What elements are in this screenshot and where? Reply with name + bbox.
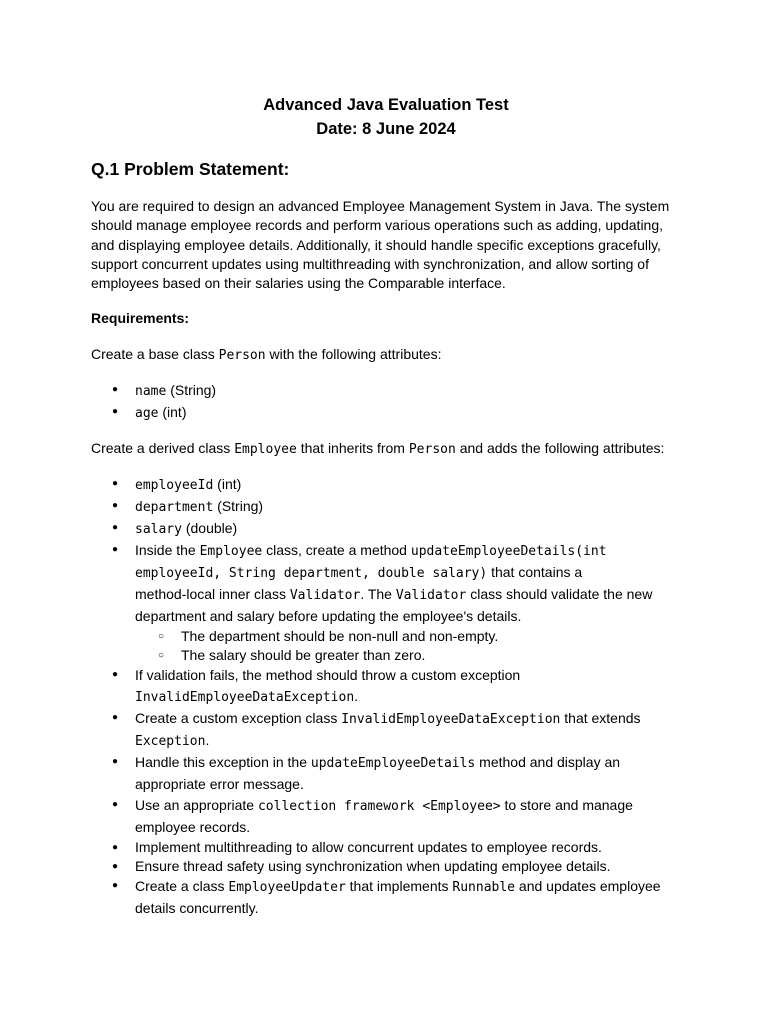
line: ● If validation fails, the method should throw a custom exception xyxy=(135,667,521,684)
text-run: . The xyxy=(360,586,396,603)
list-item-custom-exception xyxy=(91,708,681,752)
text-run: class, create a method xyxy=(262,542,411,559)
code-run: Exception xyxy=(135,734,206,750)
text-run: . xyxy=(354,688,359,705)
attribute-type: (int) xyxy=(158,404,187,421)
text-run: with the following attributes: xyxy=(265,345,442,362)
text-run: and adds the following attributes: xyxy=(455,440,665,457)
text-run: method and display an xyxy=(475,754,621,771)
attribute-name: salary xyxy=(135,522,182,538)
code-run: Validator xyxy=(289,588,361,604)
line xyxy=(135,540,681,562)
line xyxy=(135,795,681,817)
line xyxy=(135,708,681,730)
text-run: Create a derived class xyxy=(91,440,235,457)
text-run: Handle this exception in the xyxy=(135,754,311,771)
text-run: Create a base class xyxy=(91,345,219,362)
code-run: employeeId, String department, double salary) xyxy=(135,566,488,582)
list-item-method xyxy=(91,540,681,627)
code-run: updateEmployeeDetails(int xyxy=(410,544,607,560)
line xyxy=(135,876,681,898)
text-run: that inherits from xyxy=(296,440,409,457)
attribute-name: name xyxy=(135,384,167,400)
title-line: Advanced Java Evaluation Test xyxy=(263,96,509,114)
sub-list-item: ○ The department should be non-null and non-empty. xyxy=(91,627,681,646)
code-run: InvalidEmployeeDataException xyxy=(135,690,355,706)
list-item xyxy=(91,474,681,496)
list-item-handle-exception xyxy=(91,752,681,795)
attribute-name: employeeId xyxy=(135,478,214,494)
attribute-name: age xyxy=(135,406,159,422)
line xyxy=(135,584,681,606)
text-run: class should validate the new xyxy=(466,586,653,603)
code-person: Person xyxy=(218,347,266,363)
line xyxy=(135,752,681,774)
text-run: . xyxy=(205,732,210,749)
text-run: that extends xyxy=(560,710,641,727)
requirements-label: Requirements: xyxy=(91,310,190,327)
employee-intro xyxy=(91,439,681,459)
date-line: Date: 8 June 2024 xyxy=(316,120,456,138)
list-item xyxy=(91,380,681,402)
line xyxy=(135,562,681,584)
text-run: to store and manage xyxy=(500,797,633,814)
line: employee records. xyxy=(135,819,251,836)
document-title xyxy=(91,93,681,141)
text-run: that contains a xyxy=(487,564,583,581)
text-run: method-local inner class xyxy=(135,586,290,603)
text-run: Use an appropriate xyxy=(135,797,258,814)
code-run: updateEmployeeDetails xyxy=(310,756,476,772)
code-person: Person xyxy=(408,442,456,458)
line xyxy=(135,686,681,708)
code-employee: Employee xyxy=(234,442,297,458)
attribute-type: (String) xyxy=(213,498,264,515)
code-run: EmployeeUpdater xyxy=(228,880,346,896)
attribute-name: department xyxy=(135,500,214,516)
list-item xyxy=(91,402,681,424)
code-run: Runnable xyxy=(452,880,516,896)
code-run: Employee xyxy=(199,544,263,560)
line: appropriate error message. xyxy=(135,776,304,793)
line: department and salary before updating the employee's details. xyxy=(135,608,522,625)
attribute-type: (double) xyxy=(181,520,238,537)
line xyxy=(135,730,681,752)
list-item-thread-safety: ● Ensure thread safety using synchronization when updating employee details. xyxy=(91,857,681,876)
text-run: Inside the xyxy=(135,542,200,559)
text-run: Create a class xyxy=(135,878,229,895)
line: details concurrently. xyxy=(135,900,259,917)
sub-list-item: ○ The salary should be greater than zero. xyxy=(91,646,681,665)
attribute-type: (int) xyxy=(213,476,242,493)
text-run: Create a custom exception class xyxy=(135,710,342,727)
code-run: Validator xyxy=(395,588,467,604)
person-attribute-list xyxy=(91,380,681,424)
list-item-validation xyxy=(91,665,681,708)
attribute-type: (String) xyxy=(166,382,217,399)
code-run: collection framework <Employee> xyxy=(257,799,501,815)
text-run: that implements xyxy=(345,878,453,895)
list-item-updater xyxy=(91,876,681,919)
text-run: and updates employee xyxy=(515,878,661,895)
list-item-collection xyxy=(91,795,681,838)
list-item xyxy=(91,496,681,518)
list-item xyxy=(91,518,681,540)
document-page xyxy=(91,93,681,919)
problem-statement: You are required to design an advanced Employee Management System in Java. The system should manage employee records and perform various operations such as adding, updating, and displaying employee details. Additionally, it should handle specific exceptions gracefully, support concurrent updates using multithreading with synchronization, and allow sorting of employees based on their salaries using the Comparable interface. xyxy=(91,198,670,292)
list-item-multithreading: ● Implement multithreading to allow concurrent updates to employee records. xyxy=(91,838,681,857)
code-run: InvalidEmployeeDataException xyxy=(341,712,561,728)
employee-requirement-list xyxy=(91,474,681,919)
question-heading: Q.1 Problem Statement: xyxy=(91,159,290,179)
person-intro xyxy=(91,345,681,365)
